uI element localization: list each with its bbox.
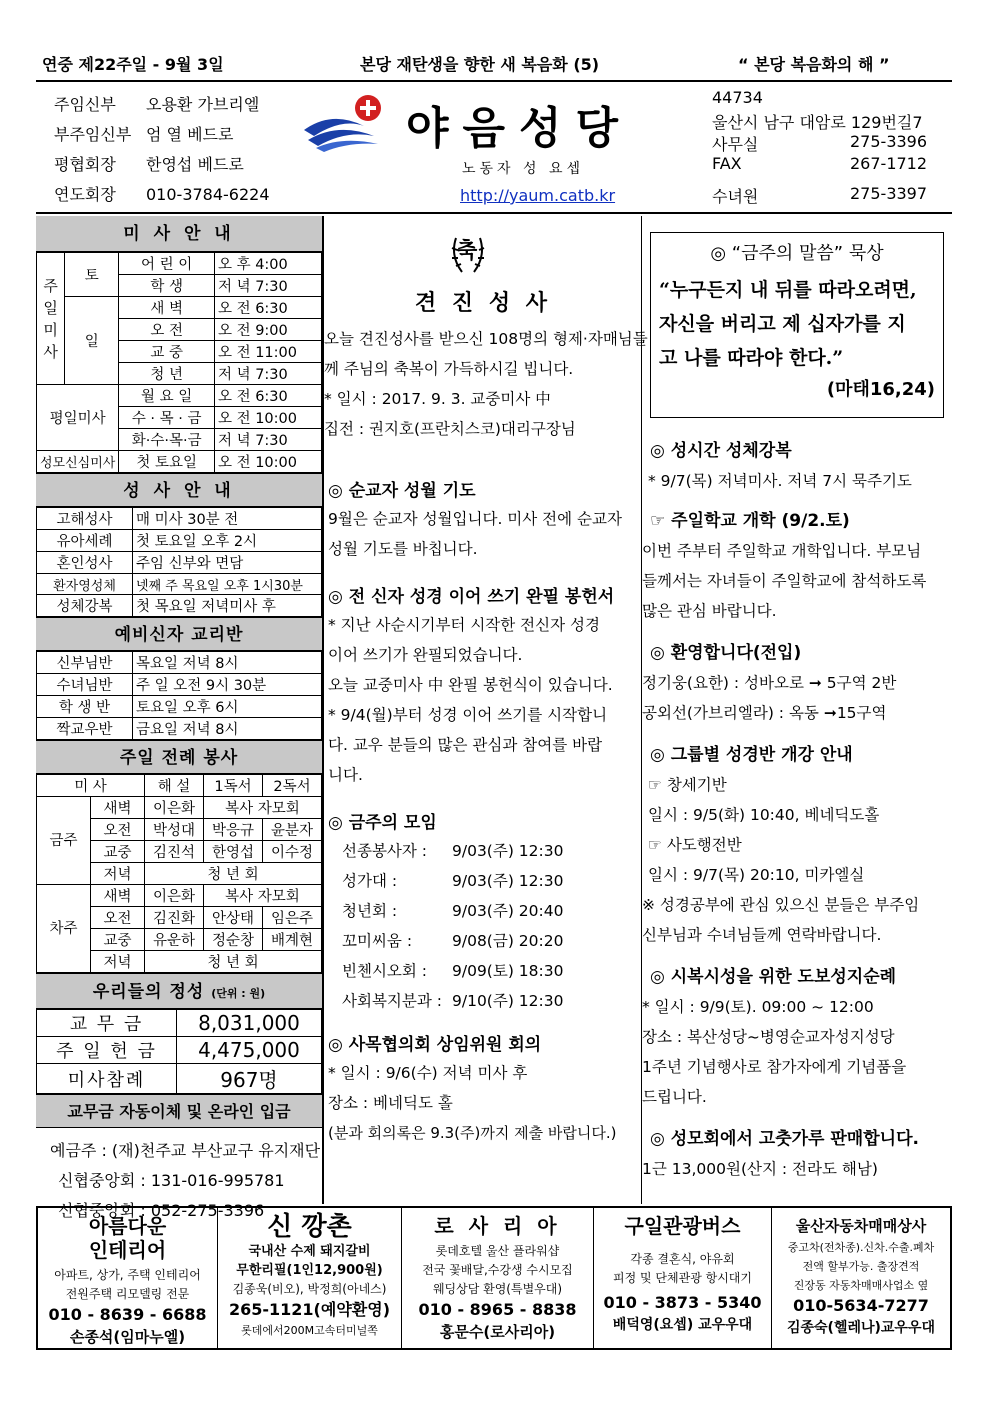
sacrament-info: 첫 목요일 저녁미사 후 <box>133 595 322 617</box>
offering-table <box>36 1009 322 1094</box>
reader-1: 정순창 <box>204 929 263 951</box>
left-column <box>36 216 324 1220</box>
class-name: 수녀님반 <box>37 674 133 696</box>
article-title: ◎ 사목협의회 상임위원 회의 <box>328 1035 542 1055</box>
ad-line: 아파트, 상가, 주택 인테리어 <box>54 1268 201 1282</box>
ad-line: 무한리필(1인12,900원) <box>236 1263 383 1278</box>
commentator: 이은화 <box>145 797 204 819</box>
youth-group: 청 년 회 <box>145 863 322 885</box>
congrats-emblem <box>448 228 488 278</box>
mass-schedule-title: 미 사 안 내 <box>36 216 322 252</box>
class-name: 신부님반 <box>37 652 133 674</box>
mass-slot: 새벽 <box>91 885 145 907</box>
meeting-row: 선종봉사자 : 9/03(주) 12:30 <box>342 842 564 860</box>
article-line: 성월 기도를 바칩니다. <box>328 540 478 558</box>
mass-slot: 새벽 <box>91 797 145 819</box>
reader: 복사 자모회 <box>204 885 322 907</box>
class-time: 금요일 저녁 8시 <box>133 718 322 740</box>
mass-slot: 교중 <box>91 841 145 863</box>
address: 울산시 남구 대암로 129번길7 <box>712 113 923 132</box>
postal-code: 44734 <box>712 88 763 107</box>
sunday-mass-label: 주일미사 <box>37 253 65 385</box>
reader-2: 임은주 <box>263 907 322 929</box>
ad-line: 각종 결혼식, 야유회 <box>630 1252 735 1266</box>
top-bar <box>38 50 952 76</box>
ad-phone: 265-1121(예약환영) <box>228 1300 391 1319</box>
sacrament-name: 환자영성체 <box>37 574 133 595</box>
ads-bar <box>36 1206 952 1350</box>
ad-phone: 010-5634-7277 <box>793 1296 929 1315</box>
article-line: 9월은 순교자 성월입니다. 미사 전에 순교자 <box>328 510 622 528</box>
ad-line: 전국 꽃배달,수강생 수시모집 <box>422 1263 573 1277</box>
article-line: * 9/4(월)부터 성경 이어 쓰기를 시작합니 <box>328 706 608 724</box>
ad-owner: 손종석(임마누엘) <box>69 1328 186 1346</box>
phone-office: 사무실 275-3396 <box>712 132 928 154</box>
staff-row: 주임신부 오용환 가브리엘 <box>54 95 260 114</box>
article-line: * 일시 : 9/6(수) 저녁 미사 후 <box>328 1064 528 1082</box>
mass-name: 새 벽 <box>119 297 215 319</box>
article-title: ◎ 그룹별 성경반 개강 안내 <box>650 745 853 765</box>
mass-time: 오 전 10:00 <box>214 451 321 473</box>
class-time: 토요일 오후 6시 <box>133 696 322 718</box>
article-title: ◎ 순교자 성월 기도 <box>328 481 476 501</box>
ad-car-dealer <box>772 1208 950 1348</box>
wave-logo-icon <box>302 92 402 152</box>
offering-title: 우리들의 정성 (단위 : 원) <box>36 973 322 1009</box>
parish-url-link[interactable]: http://yaum.catb.kr <box>460 186 616 205</box>
weekly-word-text: “누구든지 내 뒤를 따라오려면, 자신을 버리고 제 십자가를 지 고 나를 따라야 한다.” <box>659 279 917 369</box>
article-title: ◎ 금주의 모임 <box>328 813 437 833</box>
mass-name: 화·수·목·금 <box>119 429 215 451</box>
article-line: 집전 : 권지호(프란치스코)대리구장님 <box>324 420 576 438</box>
weekly-word-box <box>650 232 944 418</box>
phone-fax: FAX 267-1712 <box>712 154 928 173</box>
week-label: 연중 제22주일 - 9월 3일 <box>42 55 224 74</box>
ad-line: 진장동 자동차매매사업소 옆 <box>793 1279 929 1292</box>
article-title: ◎ 성모회에서 고춧가루 판매합니다. <box>650 1129 919 1149</box>
series-label: 본당 재탄생을 향한 새 복음화 (5) <box>360 55 600 74</box>
class-time: 주 일 오전 9시 30분 <box>133 674 322 696</box>
sacrament-title: 성 사 안 내 <box>36 473 322 507</box>
meeting-row: 꼬미씨움 : 9/08(금) 20:20 <box>342 932 564 950</box>
ad-line: 국내산 수제 돼지갈비 <box>248 1244 371 1259</box>
sacrament-name: 유아세례 <box>37 530 133 552</box>
ad-owner: 배덕영(요셉) 교우우대 <box>612 1317 753 1333</box>
contact-info <box>712 88 948 206</box>
account-number: 신협중앙회 : 052-275-3396 <box>58 1201 265 1220</box>
article-line: 이어 쓰기가 완필되었습니다. <box>328 646 523 664</box>
article-title: ◎ 시복시성을 위한 도보성지순례 <box>650 967 897 987</box>
column-header: 2독서 <box>263 775 322 797</box>
staff-row: 연도회장 010-3784-6224 <box>54 185 270 204</box>
article-title: ◎ 성시간 성체강복 <box>650 441 792 461</box>
ad-bus <box>594 1208 772 1348</box>
reader-1: 박응규 <box>204 819 263 841</box>
article-line: 드립니다. <box>642 1088 707 1106</box>
mass-name: 학 생 <box>119 275 215 297</box>
next-week-label: 차주 <box>37 885 91 973</box>
ad-title: 울산자동차매매상사 <box>795 1217 927 1235</box>
offering-amount: 8,031,000 <box>177 1010 322 1037</box>
ad-line: 웨딩상담 환영(특별우대) <box>432 1282 563 1296</box>
commentator: 김진석 <box>145 841 204 863</box>
ad-phone: 010 - 3873 - 5340 <box>603 1293 762 1312</box>
article-line: 공외선(가브리엘라) : 옥동 ➞15구역 <box>642 704 887 722</box>
article-line: ※ 성경공부에 관심 있으신 분들은 부주임 <box>642 896 920 914</box>
mass-time: 저 녁 7:30 <box>214 429 321 451</box>
attendance-count: 967명 <box>177 1064 322 1094</box>
staff-list <box>54 92 314 212</box>
article-line: 장소 : 복산성당~병영순교자성지성당 <box>642 1028 895 1046</box>
ad-phone: 010 - 8639 - 6688 <box>48 1305 207 1324</box>
article-line: 께 주님의 축복이 가득하시길 빕니다. <box>324 360 574 378</box>
offering-label: 주 일 헌 금 <box>37 1037 177 1064</box>
sacrament-name: 혼인성사 <box>37 552 133 574</box>
weekday-mass-label: 평일미사 <box>37 385 119 451</box>
ad-owner: 김종숙(헬레나)교우우대 <box>786 1320 936 1336</box>
class-name: 학 생 반 <box>37 696 133 718</box>
article-line: 니다. <box>328 766 363 784</box>
marian-mass-label: 성모신심미사 <box>37 451 119 473</box>
article-line: 오늘 견진성사를 받으신 108명의 형제·자매님들 <box>324 330 648 348</box>
mass-name: 수 · 목 · 금 <box>119 407 215 429</box>
mass-name: 오 전 <box>119 319 215 341</box>
mass-name: 청 년 <box>119 363 215 385</box>
confirmation-title: 견 진 성 사 <box>415 291 551 316</box>
class-name: 짝교우반 <box>37 718 133 740</box>
column-header: 해 설 <box>145 775 204 797</box>
article-line: 들께서는 자녀들이 주일학교에 참석하도록 <box>642 572 927 590</box>
reader-2: 배계현 <box>263 929 322 951</box>
article-line: 일시 : 9/5(화) 10:40, 베네딕도홀 <box>648 806 880 824</box>
meeting-row: 사회복지분과 : 9/10(주) 12:30 <box>342 992 564 1010</box>
offering-label: 교 무 금 <box>37 1010 177 1037</box>
reader-1: 한영섭 <box>204 841 263 863</box>
ad-interior <box>38 1208 218 1348</box>
mass-slot: 오전 <box>91 819 145 841</box>
sacrament-name: 고해성사 <box>37 508 133 530</box>
article-title: ◎ 환영합니다(전입) <box>650 643 802 663</box>
ad-line: 롯데호텔 울산 플라워샵 <box>435 1244 560 1258</box>
column-header: 1독서 <box>204 775 263 797</box>
ad-restaurant <box>218 1208 402 1348</box>
sacrament-info: 매 미사 30분 전 <box>133 508 322 530</box>
class-time: 목요일 저녁 8시 <box>133 652 322 674</box>
article-line: * 9/7(목) 저녁미사. 저녁 7시 묵주기도 <box>648 472 912 490</box>
mass-time: 오 전 6:30 <box>214 297 321 319</box>
staff-row: 부주임신부 엄 열 베드로 <box>54 125 234 144</box>
ad-owner: 롯데에서200M고속터미널쪽 <box>241 1324 378 1337</box>
commentator: 유운하 <box>145 929 204 951</box>
middle-articles <box>328 466 642 1148</box>
meeting-row: 청년회 : 9/03(주) 20:40 <box>342 902 564 920</box>
offering-unit: (단위 : 원) <box>211 987 266 1000</box>
commentator: 김진화 <box>145 907 204 929</box>
article-line: ☞ 사도행전반 <box>648 836 742 854</box>
patron-saint: 노동자 성 요셉 <box>462 161 585 177</box>
article-line: 일시 : 9/7(목) 20:10, 미카엘실 <box>648 866 865 884</box>
article-title: ◎ 전 신자 성경 이어 쓰기 완필 봉헌서 <box>328 587 615 607</box>
mass-name: 교 중 <box>119 341 215 363</box>
this-week-label: 금주 <box>37 797 91 885</box>
mass-time: 오 후 4:00 <box>214 253 321 275</box>
mass-slot: 오전 <box>91 907 145 929</box>
article-line: 정기웅(요한) : 성바오로 ➞ 5구역 2반 <box>642 674 897 692</box>
phone-convent: 수녀원 275-3397 <box>712 184 928 206</box>
reader: 복사 자모회 <box>204 797 322 819</box>
header <box>36 80 952 214</box>
catechumen-table <box>36 651 322 740</box>
mass-time: 저 녁 7:30 <box>214 275 321 297</box>
middle-column <box>324 216 648 1204</box>
mass-time: 저 녁 7:30 <box>214 363 321 385</box>
article-line: 1주년 기념행사로 참가자에게 기념품을 <box>642 1058 907 1076</box>
liturgy-title: 주일 전례 봉사 <box>36 740 322 774</box>
sacrament-name: 성체강복 <box>37 595 133 617</box>
offering-amount: 4,475,000 <box>177 1037 322 1064</box>
column-header: 미 사 <box>37 775 145 797</box>
ad-line: 전액 할부가능. 출장견적 <box>802 1260 920 1273</box>
article-line: * 일시 : 9/9(토). 09:00 ~ 12:00 <box>642 998 874 1016</box>
transfer-title: 교무금 자동이체 및 온라인 입금 <box>36 1094 322 1128</box>
mass-time: 오 전 11:00 <box>214 341 321 363</box>
commentator: 박성대 <box>145 819 204 841</box>
sacrament-info: 주임 신부와 면담 <box>133 552 322 574</box>
article-line: ☞ 창세기반 <box>648 776 727 794</box>
ad-line: 전원주택 리모델링 전문 <box>65 1287 190 1301</box>
catechumen-title: 예비신자 교리반 <box>36 617 322 651</box>
ad-title: 신 깡촌 <box>267 1212 352 1242</box>
parish-logo <box>302 86 702 212</box>
article-line: * 지난 사순시기부터 시작한 전신자 성경 <box>328 616 600 634</box>
reader-2: 윤분자 <box>263 819 322 841</box>
weekly-word-title: ◎ “금주의 말씀” 묵상 <box>710 243 884 264</box>
article-line: (분과 회의록은 9.3(주)까지 제출 바랍니다.) <box>328 1124 617 1142</box>
article-line: 많은 관심 바랍니다. <box>642 602 777 620</box>
mass-schedule-table <box>36 252 322 473</box>
ad-title: 구일관광버스 <box>624 1214 741 1238</box>
mass-slot: 저녁 <box>91 951 145 973</box>
ad-title: 아름다운 인테리어 <box>88 1214 167 1262</box>
article-line: 신부님과 수녀님들께 연락바랍니다. <box>642 926 882 944</box>
ad-florist <box>402 1208 594 1348</box>
mass-name: 월 요 일 <box>119 385 215 407</box>
right-column <box>642 216 952 1204</box>
ad-title: 로 사 리 아 <box>434 1214 561 1238</box>
mass-time: 오 전 10:00 <box>214 407 321 429</box>
liturgy-table <box>36 774 322 973</box>
mass-slot: 교중 <box>91 929 145 951</box>
ad-phone: 010 - 8965 - 8838 <box>418 1300 577 1319</box>
staff-row: 평협회장 한영섭 베드로 <box>54 155 244 174</box>
commentator: 이은화 <box>145 885 204 907</box>
article-line: * 일시 : 2017. 9. 3. 교중미사 中 <box>324 390 551 408</box>
ad-line: 김종욱(비오), 박정희(아네스) <box>232 1282 387 1296</box>
sacrament-info: 첫 토요일 오후 2시 <box>133 530 322 552</box>
youth-group: 청 년 회 <box>145 951 322 973</box>
scripture-reference: (마태16,24) <box>826 379 935 400</box>
attendance-label: 미사참례 <box>37 1064 177 1094</box>
article-line: 다. 교우 분들의 많은 관심과 참여를 바랍 <box>328 736 603 754</box>
account-holder: 예금주 : (재)천주교 부산교구 유지재단 <box>50 1141 321 1160</box>
sunday-label: 일 <box>65 297 119 385</box>
confirmation-body <box>324 324 648 444</box>
parish-name: 야음성당 <box>406 103 633 154</box>
article-line: 오늘 교중미사 中 완필 봉헌식이 있습니다. <box>328 676 613 694</box>
mass-time: 오 전 9:00 <box>214 319 321 341</box>
article-line: 1근 13,000원(산지 : 전라도 해남) <box>642 1160 878 1178</box>
account-number: 신협중앙회 : 131-016-995781 <box>58 1171 285 1190</box>
congrats-char: 축 <box>456 239 478 264</box>
mass-name: 어 린 이 <box>119 253 215 275</box>
meeting-row: 성가대 : 9/03(주) 12:30 <box>342 872 564 890</box>
saturday-label: 토 <box>65 253 119 297</box>
mass-slot: 저녁 <box>91 863 145 885</box>
mass-name: 첫 토요일 <box>119 451 215 473</box>
ad-line: 피정 및 단체관광 항시대기 <box>613 1271 752 1285</box>
reader-1: 안상태 <box>204 907 263 929</box>
ad-owner: 홍문수(로사리아) <box>439 1323 556 1341</box>
year-theme: “ 본당 복음화의 해 ” <box>738 55 890 74</box>
ad-line: 중고차(전차종).신차.수출.폐차 <box>787 1241 935 1254</box>
article-line: 이번 주부터 주일학교 개학입니다. 부모님 <box>642 542 922 560</box>
article-title: ☞ 주일학교 개학 (9/2.토) <box>650 511 850 531</box>
sacrament-table <box>36 507 322 617</box>
mass-time: 오 전 6:30 <box>214 385 321 407</box>
sacrament-info: 넷째 주 목요일 오후 1시30분 <box>133 574 322 595</box>
reader-2: 이수정 <box>263 841 322 863</box>
meeting-row: 빈첸시오회 : 9/09(토) 18:30 <box>342 962 564 980</box>
article-line: 장소 : 베네딕도 홀 <box>328 1094 453 1112</box>
right-articles <box>642 436 952 1184</box>
